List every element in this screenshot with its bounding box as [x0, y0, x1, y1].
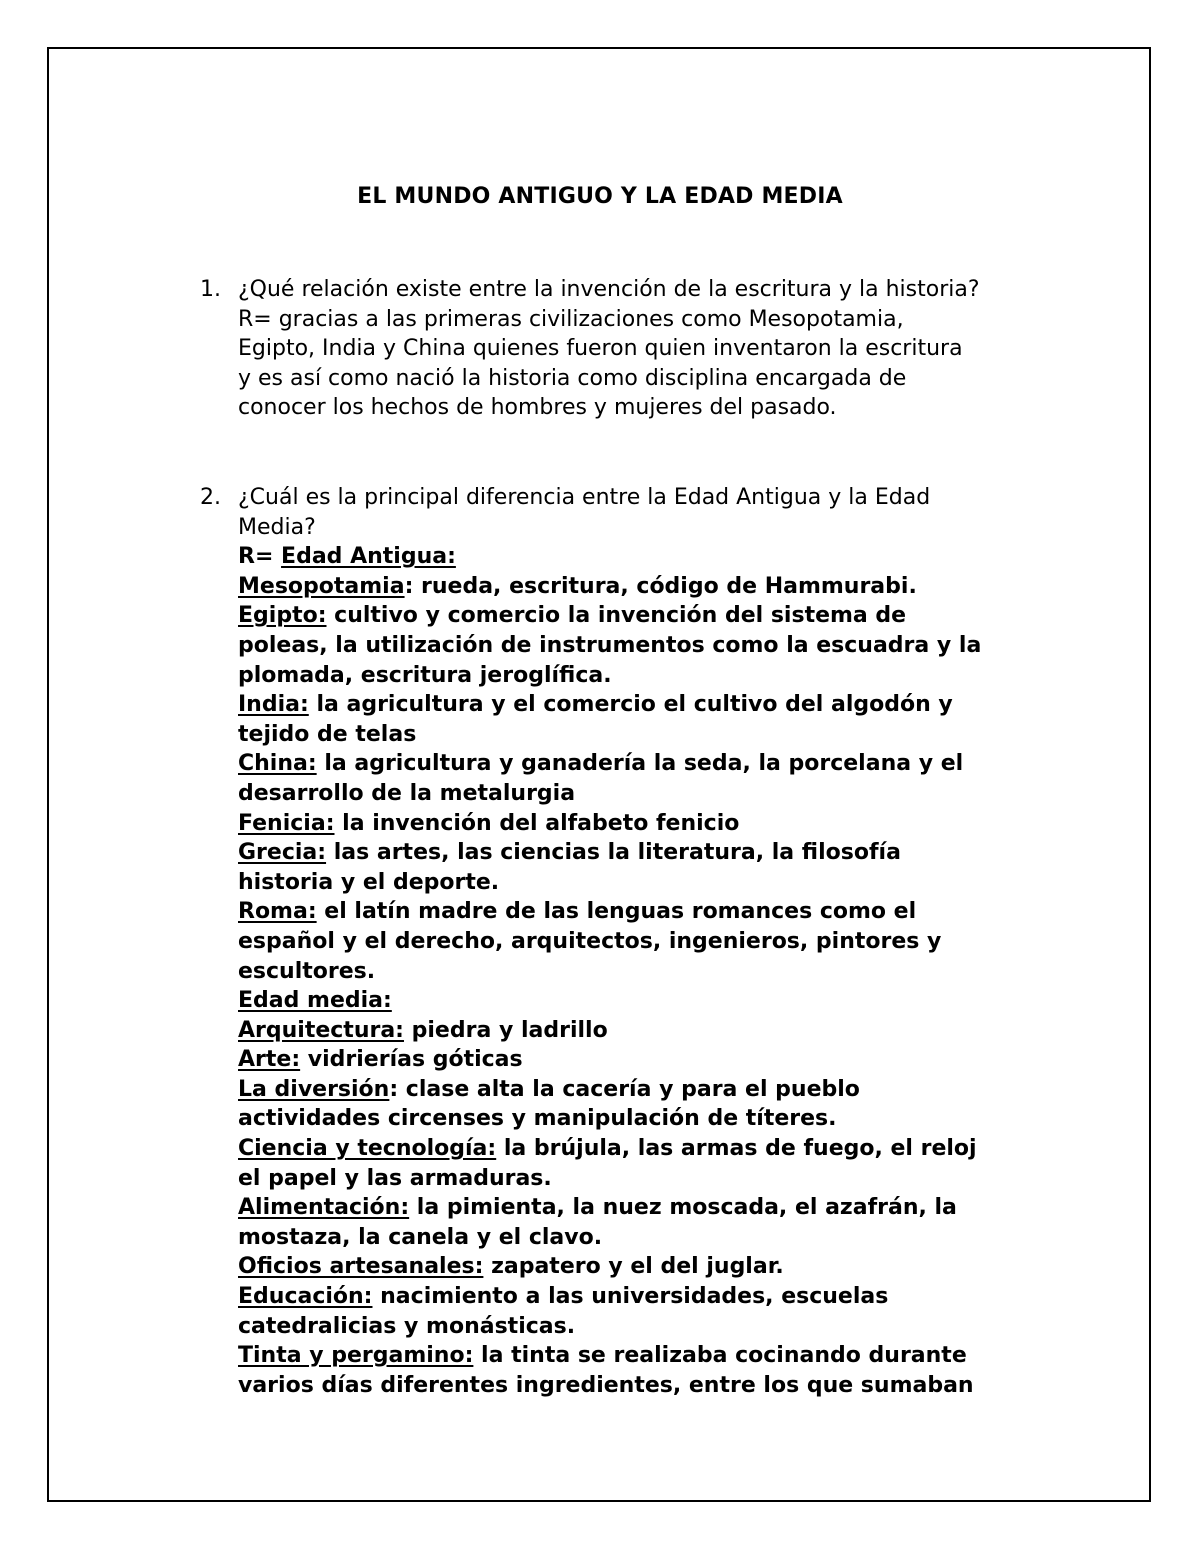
- question-1: [200, 275, 1038, 423]
- entry-term: China:: [238, 751, 317, 777]
- entry-text: vidrierías góticas: [300, 1047, 523, 1073]
- answer-line: R= gracias a las primeras civilizaciones como Mesopotamia,: [238, 306, 904, 332]
- entry-text: : rueda, escritura, código de Hammurabi.: [404, 573, 917, 599]
- entry-term: Arquitectura:: [238, 1017, 404, 1043]
- question-line: ¿Qué relación existe entre la invención de la escritura y la historia?: [238, 277, 980, 302]
- question-2: [200, 483, 1038, 1400]
- answer-line: Egipto, India y China quienes fueron quien inventaron la escritura: [238, 336, 963, 362]
- entry-term: Edad media:: [238, 988, 392, 1014]
- entry-text: catedralicias y monásticas.: [238, 1313, 576, 1339]
- entry-text: el latín madre de las lenguas romances como el: [316, 899, 917, 925]
- answer-entry-line: [238, 1134, 1038, 1164]
- entry-text: mostaza, la canela y el clavo.: [238, 1224, 603, 1250]
- entry-term: Oficios artesanales:: [238, 1254, 484, 1280]
- document-title: EL MUNDO ANTIGUO Y LA EDAD MEDIA: [357, 184, 843, 209]
- entry-text: desarrollo de la metalurgia: [238, 780, 576, 806]
- question-line: Media?: [238, 514, 316, 540]
- answer-entry-line: [238, 749, 1038, 779]
- answer-entry-line: [238, 897, 1038, 927]
- entry-text: historia y el deporte.: [238, 869, 500, 895]
- answer-prefix: R=: [238, 544, 282, 570]
- entry-term: Tinta y pergamino:: [238, 1343, 474, 1369]
- answer-entry-line: [238, 868, 1038, 898]
- entry-term: Egipto:: [238, 603, 327, 629]
- answer-entry-line: [238, 631, 1038, 661]
- entry-text: español y el derecho, arquitectos, ingenieros, pintores y: [238, 928, 942, 954]
- answer-entry-line: [238, 1252, 1038, 1282]
- answer-entry-line: [238, 720, 1038, 750]
- answer-entry-line: [238, 1164, 1038, 1194]
- answer-line: conocer los hechos de hombres y mujeres del pasado.: [238, 395, 837, 421]
- question-line: ¿Cuál es la principal diferencia entre la Edad Antigua y la Edad: [238, 485, 931, 510]
- entry-term: Mesopotamia: [238, 573, 405, 599]
- entry-text: actividades circenses y manipulación de títeres.: [238, 1106, 837, 1132]
- answer-entry-line: [238, 1045, 1038, 1075]
- entry-term: Roma:: [238, 899, 317, 925]
- answer-entry-line: [238, 1104, 1038, 1134]
- entry-text: varios días diferentes ingredientes, entre los que sumaban: [238, 1372, 974, 1398]
- entry-term: La diversión: [238, 1076, 390, 1102]
- answer-entries: [238, 572, 1038, 1401]
- entry-term: Grecia:: [238, 840, 327, 866]
- entry-text: zapatero y el del juglar.: [483, 1254, 784, 1280]
- answer-entry-line: [238, 1075, 1038, 1105]
- answer-entry-line: [238, 1193, 1038, 1223]
- entry-text: piedra y ladrillo: [403, 1017, 608, 1043]
- answer-entry-line: [238, 957, 1038, 987]
- answer-entry-line: [238, 601, 1038, 631]
- answer-entry-line: [238, 1341, 1038, 1371]
- entry-term: Fenicia:: [238, 810, 335, 836]
- entry-text: escultores.: [238, 958, 376, 984]
- entry-text: poleas, la utilización de instrumentos como la escuadra y la: [238, 632, 982, 658]
- answer-entry-line: [238, 661, 1038, 691]
- entry-text: la pimienta, la nuez moscada, el azafrán, la: [409, 1195, 957, 1221]
- entry-text: el papel y las armaduras.: [238, 1165, 552, 1191]
- answer-entry-line: [238, 809, 1038, 839]
- answer-entry-line: [238, 1282, 1038, 1312]
- entry-text: tejido de telas: [238, 721, 417, 747]
- entry-text: la agricultura y ganadería la seda, la porcelana y el: [316, 751, 964, 777]
- entry-text: plomada, escritura jeroglífica.: [238, 662, 612, 688]
- entry-text: las artes, las ciencias la literatura, la filosofía: [326, 840, 901, 866]
- entry-term: Alimentación:: [238, 1195, 410, 1221]
- entry-text: la invención del alfabeto fenicio: [334, 810, 740, 836]
- entry-text: : clase alta la cacería y para el pueblo: [389, 1076, 860, 1102]
- answer-entry-line: [238, 690, 1038, 720]
- answer-entry-line: [238, 572, 1038, 602]
- entry-term: Educación:: [238, 1284, 373, 1310]
- answer-entry-line: [238, 838, 1038, 868]
- entry-text: cultivo y comercio la invención del sistema de: [326, 603, 907, 629]
- answer-entry-line: [238, 1312, 1038, 1342]
- question-number: 2.: [200, 485, 221, 510]
- answer-heading: Edad Antigua:: [281, 544, 456, 570]
- answer-entry-line: [238, 986, 1038, 1016]
- entry-text: la brújula, las armas de fuego, el reloj: [496, 1136, 977, 1162]
- entry-text: nacimiento a las universidades, escuelas: [372, 1284, 889, 1310]
- answer-heading-line: [238, 542, 1038, 572]
- answer-entry-line: [238, 779, 1038, 809]
- entry-term: Arte:: [238, 1047, 301, 1073]
- answer-line: y es así como nació la historia como disciplina encargada de: [238, 365, 907, 391]
- question-number: 1.: [200, 277, 221, 302]
- answer-entry-line: [238, 927, 1038, 957]
- answer-entry-line: [238, 1016, 1038, 1046]
- entry-text: la agricultura y el comercio el cultivo del algodón y: [308, 692, 953, 718]
- answer-entry-line: [238, 1223, 1038, 1253]
- entry-term: Ciencia y tecnología:: [238, 1136, 497, 1162]
- answer-entry-line: [238, 1371, 1038, 1401]
- entry-text: la tinta se realizaba cocinando durante: [473, 1343, 967, 1369]
- entry-term: India:: [238, 692, 309, 718]
